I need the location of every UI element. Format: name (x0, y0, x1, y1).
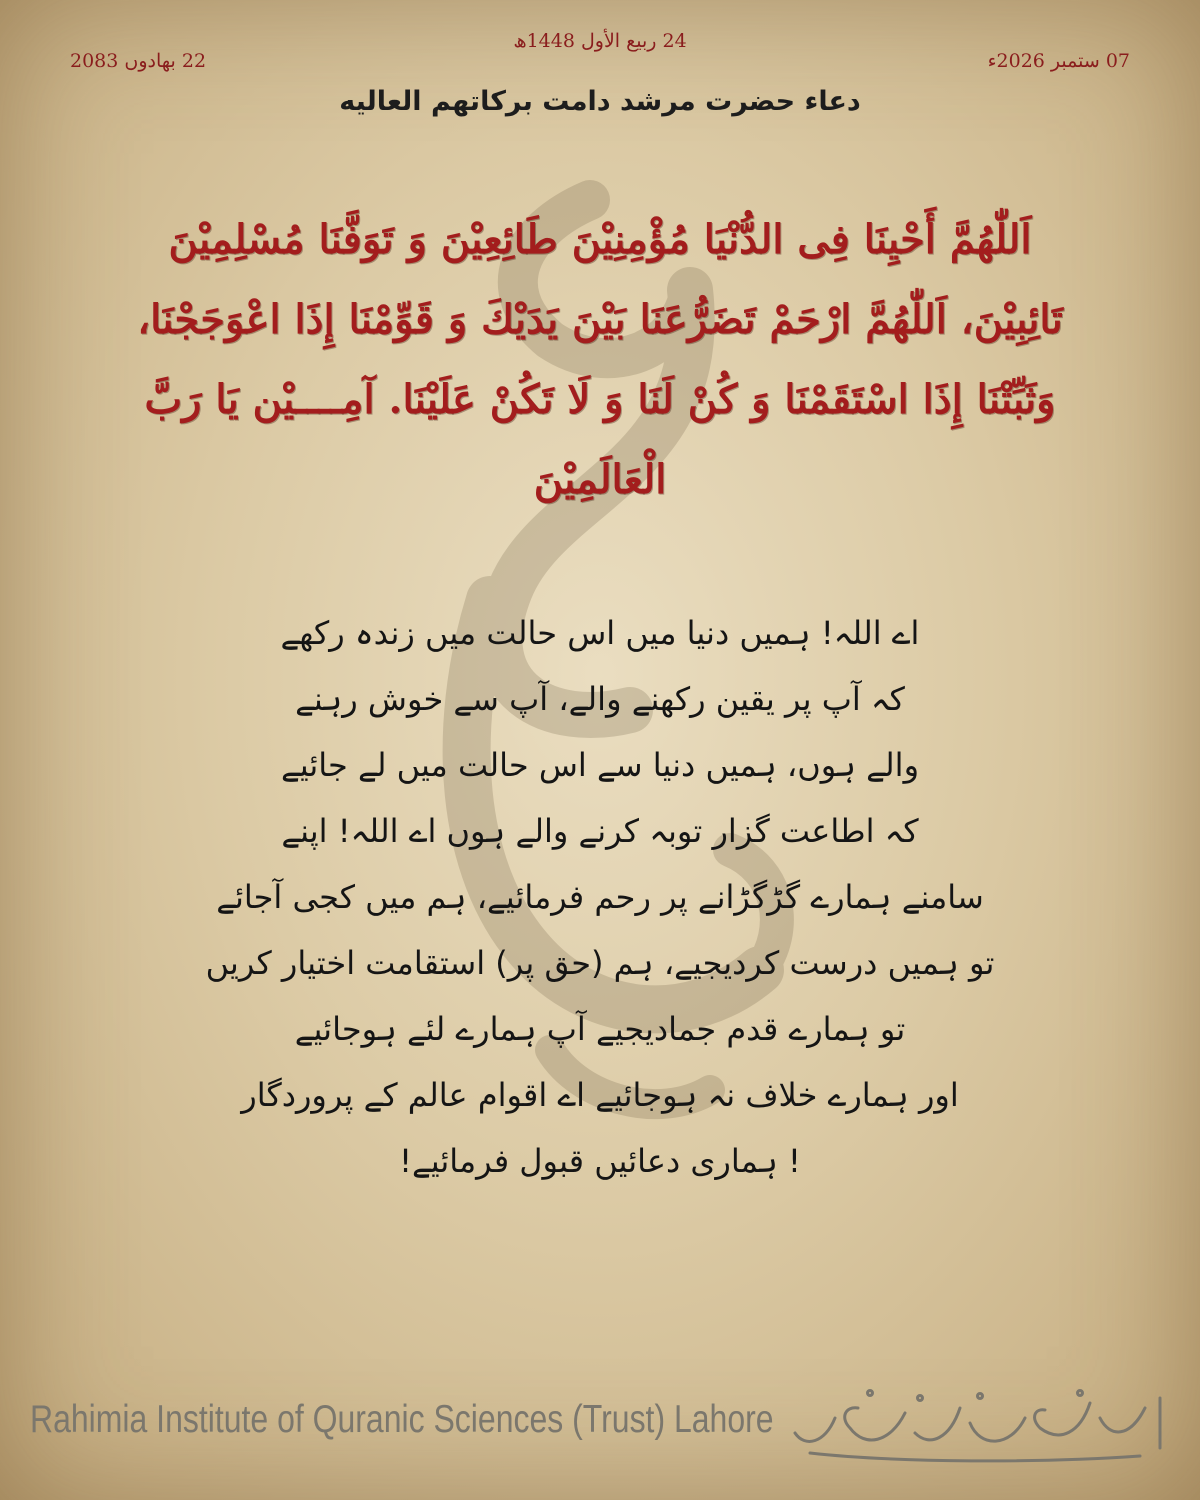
urdu-line: اے اللہ! ہمیں دنیا میں اس حالت میں زندہ رکھے (280, 614, 920, 652)
urdu-line: ! ہماری دعائیں قبول فرمائیے! (399, 1142, 801, 1180)
urdu-line: تو ہمیں درست کردیجیے، ہم (حق پر) استقامت اختیار کریں (205, 944, 995, 982)
institute-name-english: Rahimia Institute of Quranic Sciences (Trust) Lahore (30, 1398, 774, 1441)
hijri-date: 24 ربیع الأول 1448ھ (513, 30, 687, 52)
urdu-line: تو ہمارے قدم جمادیجیے آپ ہمارے لئے ہوجائیے (294, 1010, 906, 1048)
institute-logo-calligraphy (780, 1378, 1180, 1468)
urdu-line: کہ آپ پر یقین رکھنے والے، آپ سے خوش رہنے (295, 680, 905, 718)
arabic-dua-text: اَللّٰھُمَّ أَحْیِنَا فِی الدُّنْیَا مُؤْمِنِیْنَ طَائِعِیْنَ وَ تَوَفَّنَا مُسْلِمِیْنَ تَائِبِیْنَ، اَللّٰھُمَّ ارْحَمْ تَضَرُّعَنَا بَیْنَ یَدَیْكَ وَ قَوِّمْنَا إِذَا اعْوَجَجْنَا، وَثَبِّتْنَا إِذَا اسْتَقَمْنَا وَ كُنْ لَنَا وَ لَا تَكُنْ عَلَیْنَا. آمِــــیْن یَا رَبَّ الْعَالَمِیْنَ (137, 216, 1063, 503)
urdu-line: اور ہمارے خلاف نہ ہوجائیے اے اقوام عالم کے پروردگار (241, 1076, 959, 1114)
page-heading: دعاء حضرت مرشد دامت برکاتهم العاليه (339, 86, 861, 117)
bikrami-date: 22 بھادوں 2083 (70, 50, 207, 72)
urdu-line: سامنے ہمارے گڑگڑانے پر رحم فرمائیے، ہم میں کجی آجائے (216, 878, 984, 916)
urdu-line: کہ اطاعت گزار توبہ کرنے والے ہوں اے اللہ! اپنے (281, 812, 919, 850)
urdu-translation (180, 600, 1020, 1194)
gregorian-date: 07 ستمبر 2026ء (987, 50, 1130, 72)
urdu-line: والے ہوں، ہمیں دنیا سے اس حالت میں لے جائیے (280, 746, 920, 784)
